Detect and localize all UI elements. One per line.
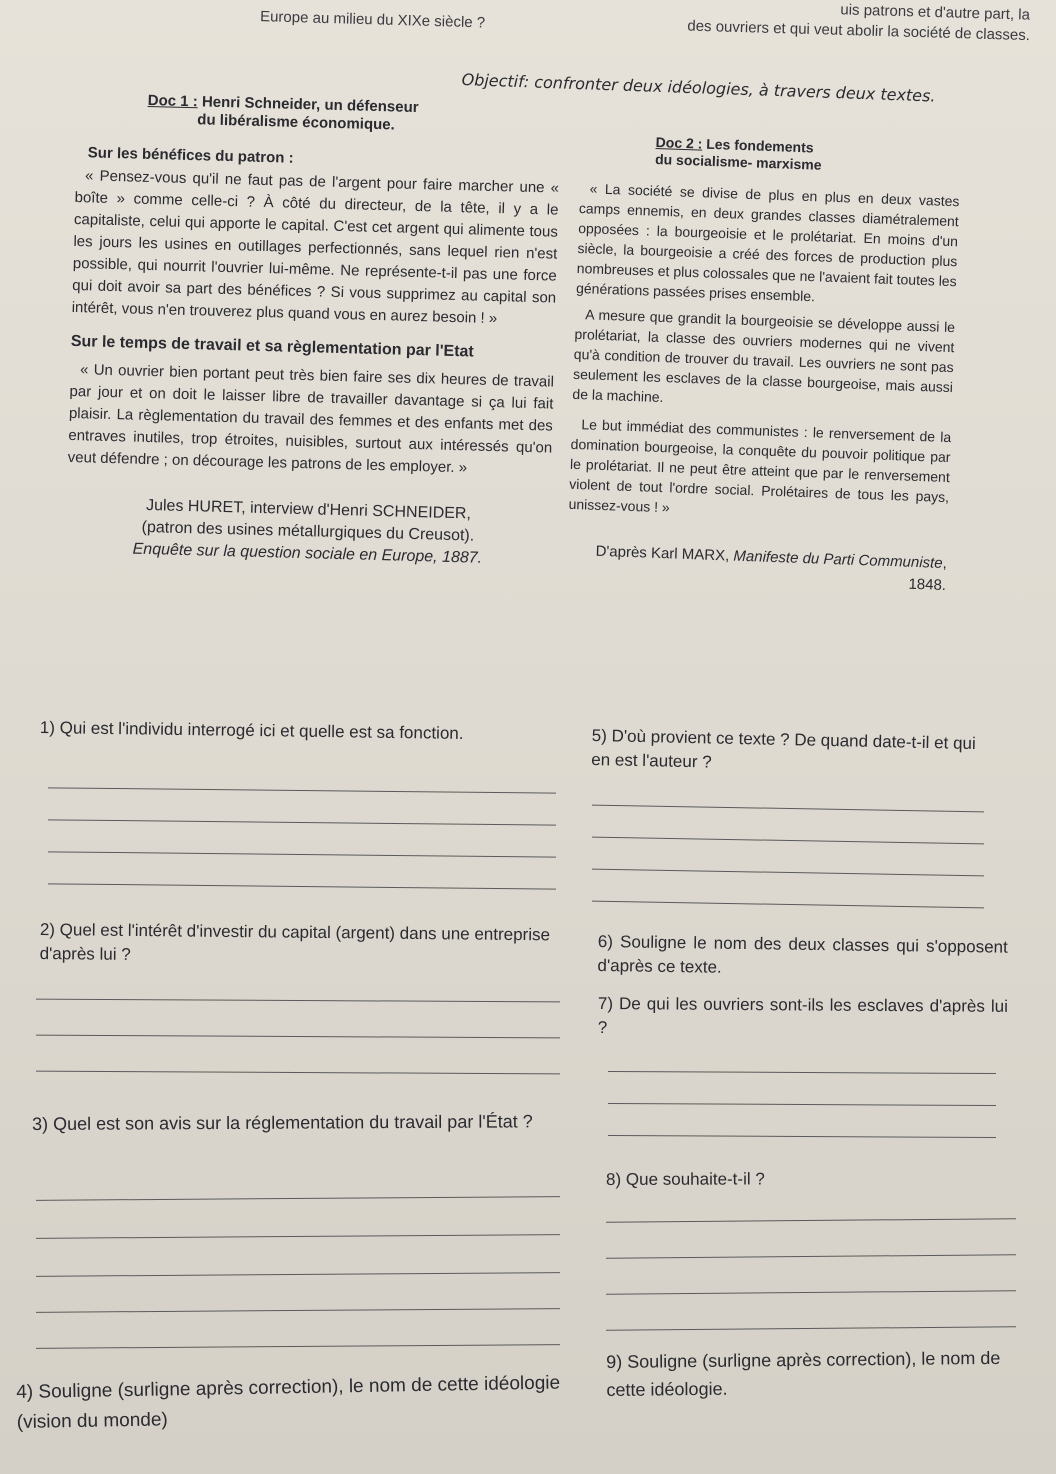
doc1-title-rest: Henri Schneider, un défenseur	[201, 93, 419, 117]
doc1-section2-heading: Sur le temps de travail et sa règlementation par l'Etat	[70, 332, 474, 361]
top-fragment-3: Europe au milieu du XIXe siècle ?	[259, 8, 486, 32]
answer-line[interactable]	[36, 1196, 560, 1201]
question-9: 9) Souligne (surligne après correction), le nom de cette idéologie.	[606, 1347, 1001, 1400]
doc2-source-author: D'après Karl MARX,	[595, 542, 730, 565]
answer-line[interactable]	[36, 1308, 560, 1313]
doc2-title-rest: Les fondements	[705, 135, 814, 156]
answer-line[interactable]	[606, 1290, 1016, 1295]
question-3: 3) Quel est son avis sur la réglementation du travail par l'État ?	[32, 1111, 533, 1134]
top-fragment-1: uis patrons et d'autre part, la	[840, 1, 1031, 24]
doc1-source	[65, 493, 551, 572]
doc2-source-year: , 1848.	[908, 554, 948, 595]
doc2-paragraph-2: A mesure que grandit la bourgeoisie se développe aussi le prolétariat, la classe des ouvriers modernes qui ne vivent qu'à condition de trouver du travail. Les ouvriers ne sont pas seulement les esclaves de la classe bourgeoise, mais aussi de la machine.	[572, 306, 956, 406]
doc2-text	[568, 178, 959, 527]
answer-line[interactable]	[36, 999, 560, 1003]
doc1-section2-text	[67, 359, 554, 482]
answer-line[interactable]	[606, 1218, 1016, 1223]
question-6: 6) Souligne le nom des deux classes qui s'opposent d'après ce texte.	[597, 931, 1008, 977]
doc2-column	[566, 178, 960, 597]
question-4: 4) Souligne (surligne après correction), le nom de cette idéologie (vision du monde)	[16, 1372, 561, 1433]
doc1-section1-heading: Sur les bénéfices du patron :	[87, 144, 294, 167]
answer-line[interactable]	[592, 869, 984, 877]
doc1-source-line1: Jules HURET, interview d'Henri SCHNEIDER,	[145, 496, 472, 523]
doc1-title-label: Doc 1 :	[147, 92, 198, 111]
doc1-title	[147, 92, 528, 138]
doc1-column	[65, 144, 560, 572]
question-8: 8) Que souhaite-t-il ?	[606, 1169, 765, 1189]
answer-line[interactable]	[36, 1071, 560, 1075]
answer-line[interactable]	[606, 1326, 1016, 1331]
doc2-source	[566, 540, 947, 597]
question-2: 2) Quel est l'intérêt d'investir du capital (argent) dans une entreprise d'après lui ?	[39, 919, 551, 964]
doc1-source-line3: Enquête sur la question sociale en Europe, 1887.	[132, 540, 483, 567]
doc2-paragraph-3: Le but immédiat des communistes : le renversement de la domination bourgeoise, la conquête du pouvoir politique par le prolétariat. Il ne peut être atteint que par le renversement violent de tout l'ordre social. Prolétaires de tous les pays, unissez-vous ! »	[568, 416, 952, 516]
question-7: 7) De qui les ouvriers sont-ils les esclaves d'après lui ?	[597, 993, 1008, 1038]
answer-line[interactable]	[36, 1344, 560, 1349]
doc1-source-line2: (patron des usines métallurgiques du Creusot).	[141, 518, 475, 545]
doc2-title-label: Doc 2 :	[655, 134, 703, 152]
doc1-section1-text	[71, 165, 559, 332]
doc2-paragraph-1: « La société se divise de plus en plus en deux vastes camps ennemis, en deux grandes classes diamétralement opposées : la bourgeoisie et le prolétariat. En moins d'un siècle, la bourgeoisie a créé des forces de production plus nombreuses et plus colossales que ne l'avaient fait toutes les générations passées prises ensemble.	[575, 180, 960, 305]
answer-line[interactable]	[48, 787, 556, 793]
doc1-title-line2: du libéralisme économique.	[197, 111, 396, 134]
answer-line[interactable]	[592, 837, 984, 845]
answer-line[interactable]	[48, 883, 556, 889]
doc1-section1-paragraph: « Pensez-vous qu'il ne faut pas de l'argent pour faire marcher une « boîte » comme celle-ci ? À côté du directeur, de la tête, il y a le capitaliste, celui qui apporte le capital. C'est cet argent qui alimente tous les jours les usines en outillages perfectionnés, sans lequel rien n'est possible, qui nourrit l'ouvrier lui-même. Ne représente-t-il pas une force qui doit avoir sa part des bénéfices ? Si vous supprimez au capital son intérêt, vous n'en trouverez plus quand vous en aurez besoin ! »	[71, 167, 560, 328]
question-5: 5) D'où provient ce texte ? De quand date-t-il et qui en est l'auteur ?	[591, 725, 976, 772]
doc1-section2-paragraph: « Un ouvrier bien portant peut très bien faire ses dix heures de travail par jour et on doit le laisser libre de travailler davantage si ça lui fait plaisir. La règlementation du travail des femmes et des enfants met des entraves inutiles, trop étroites, nuisibles, surtout aux intéressés qu'on veut défendre ; on décourage les patrons de les employer. »	[67, 361, 555, 477]
doc2-title	[655, 134, 886, 176]
answer-line[interactable]	[608, 1135, 996, 1138]
answer-line[interactable]	[608, 1071, 996, 1074]
answer-line[interactable]	[36, 1234, 560, 1239]
doc2-title-line2: du socialisme- marxisme	[654, 150, 822, 173]
question-1: 1) Qui est l'individu interrogé ici et quelle est sa fonction.	[39, 717, 464, 743]
answer-line[interactable]	[592, 805, 984, 813]
answer-line[interactable]	[48, 819, 556, 825]
answer-line[interactable]	[36, 1035, 560, 1039]
top-fragment-2: des ouvriers et qui veut abolir la société de classes.	[687, 17, 1031, 45]
answer-line[interactable]	[608, 1103, 996, 1106]
answer-line[interactable]	[36, 1272, 560, 1277]
answer-line[interactable]	[48, 851, 556, 857]
answer-line[interactable]	[592, 901, 984, 909]
doc2-source-title: Manifeste du Parti Communiste	[733, 547, 943, 572]
objective: Objectif: confronter deux idéologies, à travers deux textes.	[461, 70, 936, 106]
answer-line[interactable]	[606, 1254, 1016, 1259]
